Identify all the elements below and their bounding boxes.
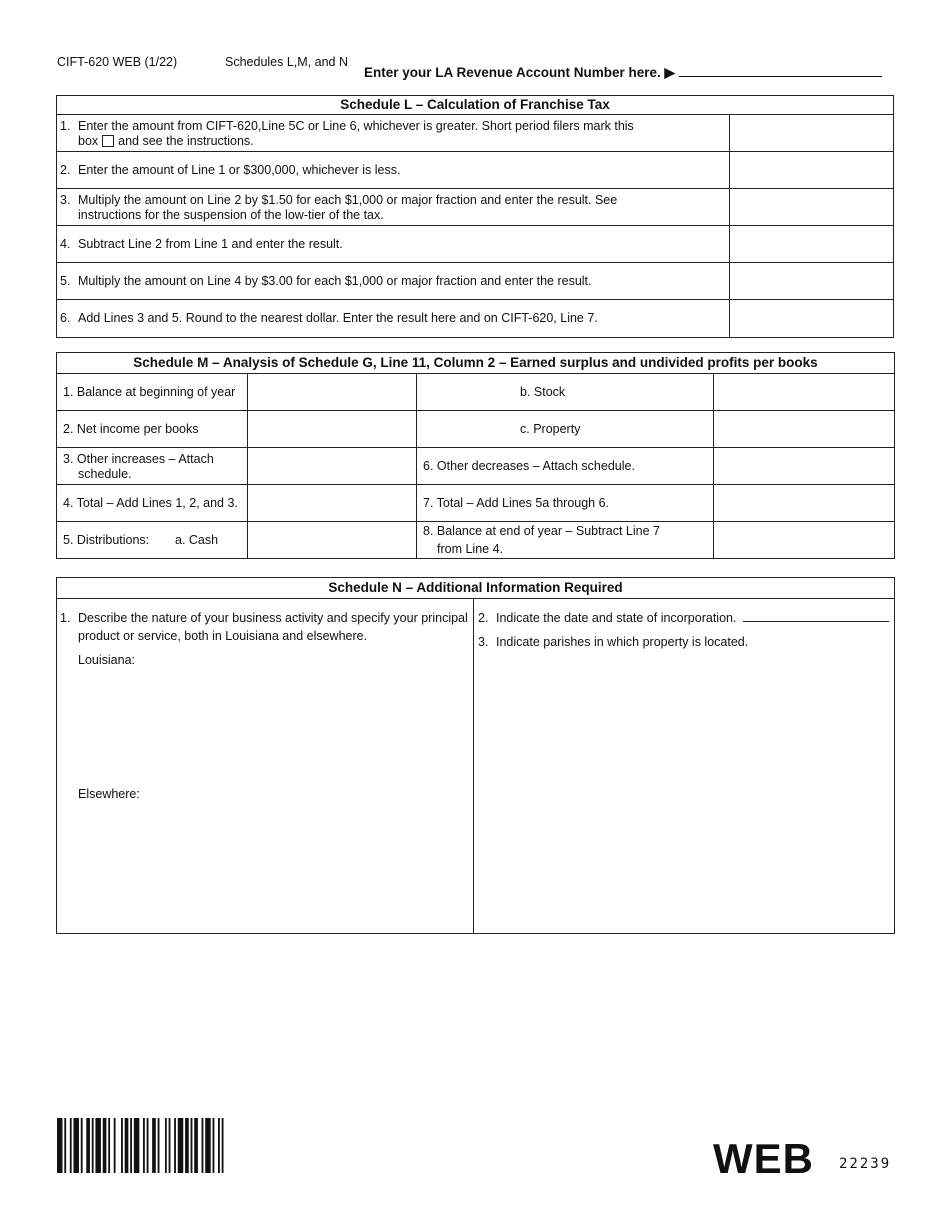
schedule-m-label: 1. Balance at beginning of year <box>63 385 236 399</box>
line-number: 3. <box>60 193 71 207</box>
q1-line-a: Describe the nature of your business activity and specify your principal <box>78 611 468 625</box>
barcode-bar <box>152 1118 156 1173</box>
line-number: 4. <box>60 237 71 251</box>
q1-line-b: product or service, both in Louisiana and elsewhere. <box>78 629 368 643</box>
barcode-bar <box>70 1118 72 1173</box>
schedule-l-line-5-amount[interactable] <box>729 263 894 299</box>
elsewhere-label: Elsewhere: <box>78 787 140 801</box>
schedule-m-line-5a-amount[interactable] <box>248 522 417 559</box>
schedule-m-table <box>56 352 895 559</box>
schedule-m-line-5c-amount[interactable] <box>714 411 895 447</box>
schedule-m-line-2-amount[interactable] <box>248 411 417 447</box>
barcode-bar <box>92 1118 94 1173</box>
barcode-bar <box>158 1118 160 1173</box>
schedule-m-title: Schedule M – Analysis of Schedule G, Line 11, Column 2 – Earned surplus and undivided profits per books <box>57 353 894 374</box>
schedule-l-line-2-amount[interactable] <box>729 152 894 188</box>
schedule-n-q2-number: 2. <box>478 611 489 625</box>
line-number: 6. <box>60 311 71 325</box>
barcode-bar <box>174 1118 176 1173</box>
barcode-bar <box>134 1118 139 1173</box>
schedule-n-table <box>56 577 895 934</box>
schedule-l-line-6 <box>57 300 893 338</box>
barcode-bar <box>169 1118 171 1173</box>
line-text: Enter the amount of Line 1 or $300,000, whichever is less. <box>78 163 401 177</box>
schedule-m-row-1 <box>57 374 894 411</box>
barcode <box>57 1118 229 1173</box>
schedule-n-q2-row <box>496 609 889 627</box>
line-number: 1. <box>60 119 71 133</box>
barcode-bar <box>218 1118 220 1173</box>
schedule-l-line-4-amount[interactable] <box>729 226 894 262</box>
schedule-m-label: 7. Total – Add Lines 5a through 6. <box>423 496 610 510</box>
schedule-l-line-3 <box>57 189 893 226</box>
schedule-l-table <box>56 95 894 338</box>
line-number: 2. <box>60 163 71 177</box>
line-number: 5. <box>60 274 71 288</box>
barcode-bar <box>205 1118 210 1173</box>
schedule-m-label <box>423 522 660 558</box>
line-text-pre: box <box>78 134 99 148</box>
schedule-m-label: b. Stock <box>520 385 566 399</box>
barcode-bar <box>130 1118 132 1173</box>
schedules-title: Schedules L,M, and N <box>225 55 348 69</box>
column-divider <box>473 599 474 934</box>
barcode-bar <box>81 1118 83 1173</box>
account-number-field[interactable] <box>679 65 882 77</box>
barcode-bar <box>108 1118 110 1173</box>
line-text: Add Lines 3 and 5. Round to the nearest dollar. Enter the result here and on CIFT-620, Line 7. <box>78 311 598 325</box>
web-label: WEB <box>713 1135 814 1182</box>
short-period-checkbox[interactable] <box>102 135 114 147</box>
schedule-m-line-8-amount[interactable] <box>714 522 895 559</box>
schedule-l-line-1 <box>57 115 893 152</box>
barcode-bar <box>121 1118 123 1173</box>
schedule-l-line-4 <box>57 226 893 263</box>
schedule-m-row-4 <box>57 485 894 522</box>
schedule-m-label: 4. Total – Add Lines 1, 2, and 3. <box>63 496 238 510</box>
line-text-a: Enter the amount from CIFT-620,Line 5C or Line 6, whichever is greater. Short period filers mark this <box>78 119 634 133</box>
barcode-bar <box>147 1118 149 1173</box>
barcode-bar <box>125 1118 129 1173</box>
line-text <box>78 193 718 223</box>
barcode-bar <box>95 1118 100 1173</box>
form-id: CIFT-620 WEB (1/22) <box>57 55 178 69</box>
schedule-l-line-6-amount[interactable] <box>729 300 894 338</box>
barcode-bar <box>222 1118 224 1173</box>
schedule-m-sublabel: a. Cash <box>175 533 219 547</box>
line-text <box>78 119 718 149</box>
barcode-bar <box>178 1118 183 1173</box>
schedule-m-row-3 <box>57 448 894 485</box>
barcode-bar <box>86 1118 90 1173</box>
schedule-m-row-2 <box>57 411 894 448</box>
incorporation-field[interactable] <box>743 610 889 622</box>
barcode-bar <box>114 1118 116 1173</box>
barcode-bar <box>57 1118 62 1173</box>
schedule-m-line-4-amount[interactable] <box>248 485 417 521</box>
louisiana-answer-area[interactable] <box>78 670 468 782</box>
schedule-n-title: Schedule N – Additional Information Required <box>57 578 894 599</box>
schedule-m-line-3-amount[interactable] <box>248 448 417 484</box>
line-text: Multiply the amount on Line 4 by $3.00 for each $1,000 or major fraction and enter the result. <box>78 274 592 288</box>
schedule-n-q1-text <box>78 609 473 645</box>
schedule-m-line-1-amount[interactable] <box>248 374 417 410</box>
line-text-a: Multiply the amount on Line 2 by $1.50 for each $1,000 or major fraction and enter the result. See <box>78 193 618 207</box>
schedule-m-line-5b-amount[interactable] <box>714 374 895 410</box>
schedule-l-line-5 <box>57 263 893 300</box>
louisiana-label: Louisiana: <box>78 653 135 667</box>
schedule-m-label <box>63 452 214 482</box>
schedule-l-title: Schedule L – Calculation of Franchise Tax <box>57 96 893 115</box>
account-number-prompt: Enter your LA Revenue Account Number here. ▶ <box>364 65 675 80</box>
barcode-bar <box>194 1118 198 1173</box>
schedule-m-label: 2. Net income per books <box>63 422 199 436</box>
barcode-bar <box>165 1118 167 1173</box>
label-b: schedule. <box>78 467 132 481</box>
schedule-m-label: 6. Other decreases – Attach schedule. <box>423 459 635 473</box>
line-text: Subtract Line 2 from Line 1 and enter the result. <box>78 237 343 251</box>
schedule-m-row-5 <box>57 522 894 559</box>
account-number-row <box>364 65 882 81</box>
schedule-m-line-6-amount[interactable] <box>714 448 895 484</box>
barcode-bar <box>64 1118 66 1173</box>
barcode-bar <box>185 1118 189 1173</box>
schedule-n-q1-number: 1. <box>60 611 71 625</box>
barcode-bar <box>213 1118 215 1173</box>
elsewhere-answer-area[interactable] <box>78 804 468 929</box>
line-text-b: instructions for the suspension of the low-tier of the tax. <box>78 208 384 222</box>
schedule-m-line-7-amount[interactable] <box>714 485 895 521</box>
label-b: from Line 4. <box>437 542 504 556</box>
barcode-bar <box>191 1118 193 1173</box>
schedule-l-line-1-amount[interactable] <box>729 115 894 151</box>
schedule-n-q3-number: 3. <box>478 635 489 649</box>
barcode-bar <box>202 1118 204 1173</box>
barcode-bar <box>103 1118 107 1173</box>
schedule-n-q3-text: Indicate parishes in which property is located. <box>496 635 749 649</box>
schedule-m-label: c. Property <box>520 422 581 436</box>
form-code: 22239 <box>839 1156 892 1172</box>
barcode-bar <box>143 1118 145 1173</box>
parishes-answer-area[interactable] <box>496 656 891 928</box>
schedule-n-q2-text: Indicate the date and state of incorporation. <box>496 611 737 625</box>
schedule-l-line-2 <box>57 152 893 189</box>
line-text-post: and see the instructions. <box>118 134 254 148</box>
schedule-l-line-3-amount[interactable] <box>729 189 894 225</box>
barcode-bar <box>73 1118 78 1173</box>
label-a: 3. Other increases – Attach <box>63 452 214 466</box>
schedule-m-label: 5. Distributions: <box>63 533 150 547</box>
label-a: 8. Balance at end of year – Subtract Line 7 <box>423 524 660 538</box>
